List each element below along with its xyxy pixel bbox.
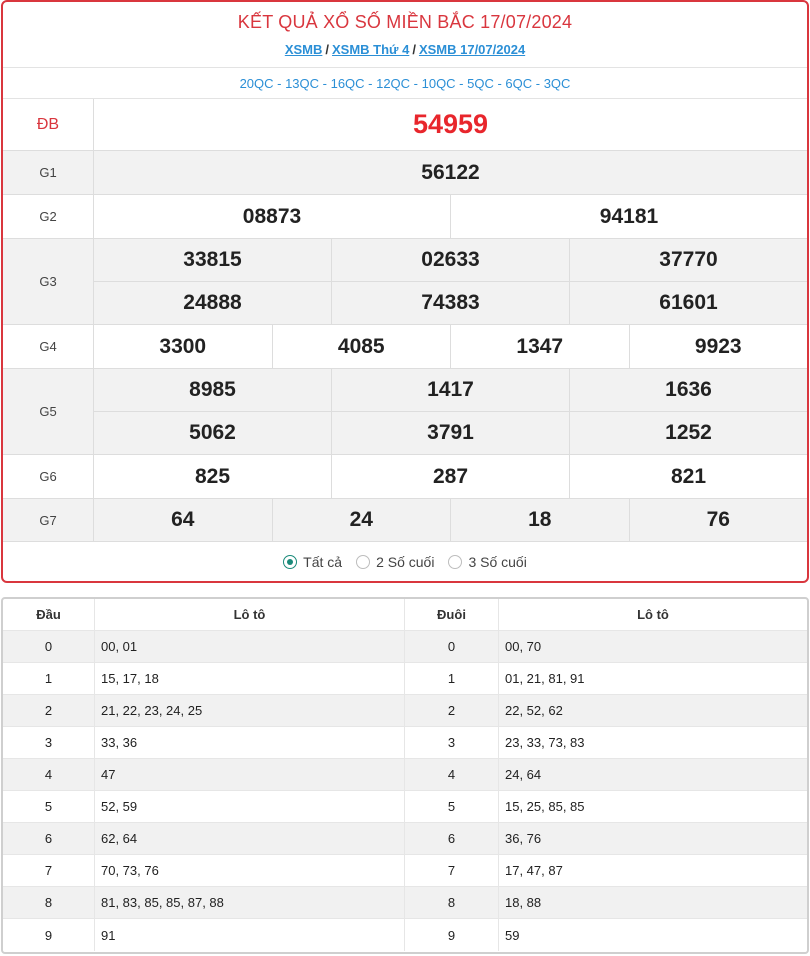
table-row	[3, 695, 807, 727]
table-row	[3, 759, 807, 791]
prize-label: G2	[3, 195, 94, 238]
duoi-loto-cell: 23, 33, 73, 83	[505, 735, 585, 750]
dau-cell: 8	[3, 887, 95, 918]
table-row	[3, 887, 807, 919]
prize-number: 08873	[242, 204, 302, 228]
duoi-loto-cell: 01, 21, 81, 91	[505, 671, 585, 686]
dau-loto-cell: 81, 83, 85, 85, 87, 88	[95, 887, 405, 918]
dau-cell: 1	[3, 663, 95, 694]
duoi-cell: 7	[405, 855, 499, 886]
table-row	[3, 791, 807, 823]
digit-filter	[3, 542, 807, 582]
dau-loto-cell: 21, 22, 23, 24, 25	[95, 695, 405, 726]
duoi-loto-cell: 22, 52, 62	[505, 703, 563, 718]
dau-cell: 2	[3, 695, 95, 726]
prize-number: 1347	[450, 325, 629, 368]
column-header-loto: Lô tô	[95, 599, 405, 630]
prize-number: 64	[171, 508, 195, 531]
breadcrumb	[3, 42, 807, 57]
breadcrumb-xsmb-link[interactable]: XSMB	[284, 42, 323, 57]
column-header-dau: Đầu	[3, 599, 95, 630]
prize-number: 37770	[569, 239, 807, 281]
page-title: KẾT QUẢ XỔ SỐ MIỀN BẮC 17/07/2024	[237, 12, 573, 32]
prize-number: 9923	[629, 325, 808, 368]
prize-row-g7	[3, 499, 807, 542]
breadcrumb-separator: /	[325, 42, 329, 57]
breadcrumb-date-link[interactable]: XSMB 17/07/2024	[418, 42, 526, 57]
duoi-loto-cell: 00, 70	[505, 639, 542, 654]
loto-table	[1, 597, 809, 954]
filter-last-2-radio[interactable]	[356, 554, 434, 570]
prize-number: 8985	[189, 378, 236, 401]
prize-row-db	[3, 99, 807, 151]
prize-row-g1	[3, 151, 807, 195]
table-row	[3, 855, 807, 887]
prize-row-g6	[3, 455, 807, 499]
duoi-cell: 9	[405, 919, 499, 951]
table-row	[3, 727, 807, 759]
special-prize-number: 54959	[412, 109, 489, 139]
dau-cell: 0	[3, 631, 95, 662]
prize-number: 821	[569, 455, 807, 498]
loto-header-row	[3, 599, 807, 631]
prize-number: 5062	[189, 421, 236, 444]
dau-cell: 6	[3, 823, 95, 854]
prize-label: G4	[3, 325, 94, 368]
duoi-loto-cell: 17, 47, 87	[505, 863, 563, 878]
duoi-cell: 2	[405, 695, 499, 726]
duoi-loto-cell: 59	[505, 927, 520, 943]
table-row	[3, 631, 807, 663]
prize-label: G1	[3, 151, 94, 194]
prize-row-g2	[3, 195, 807, 239]
prize-number: 94181	[450, 195, 807, 238]
table-row	[3, 823, 807, 855]
prize-row-g3	[3, 239, 807, 325]
column-header-loto: Lô tô	[637, 607, 669, 622]
filter-all-radio[interactable]	[283, 554, 342, 570]
dau-loto-cell: 00, 01	[95, 631, 405, 662]
results-card	[1, 0, 809, 583]
dau-loto-cell: 33, 36	[95, 727, 405, 758]
duoi-loto-cell: 15, 25, 85, 85	[505, 799, 585, 814]
filter-label: 2 Số cuối	[376, 554, 435, 570]
duoi-loto-cell: 18, 88	[505, 895, 542, 910]
dau-cell: 7	[3, 855, 95, 886]
prize-label: G3	[3, 239, 94, 324]
prize-number: 4085	[272, 325, 451, 368]
duoi-cell: 5	[405, 791, 499, 822]
prize-label: G6	[3, 455, 94, 498]
prize-number: 18	[450, 499, 629, 541]
duoi-loto-cell: 24, 64	[505, 767, 542, 782]
radio-selected-icon[interactable]	[283, 555, 297, 569]
duoi-cell: 0	[405, 631, 499, 662]
filter-last-3-radio[interactable]	[448, 554, 526, 570]
prize-label: G7	[3, 499, 94, 541]
prize-number: 56122	[421, 160, 480, 184]
dau-loto-cell: 52, 59	[95, 791, 405, 822]
results-header	[3, 2, 807, 68]
filter-label: 3 Số cuối	[468, 554, 527, 570]
dau-loto-cell: 70, 73, 76	[95, 855, 405, 886]
dau-cell: 9	[3, 919, 95, 951]
prize-number: 287	[331, 455, 569, 498]
breadcrumb-separator: /	[412, 42, 416, 57]
radio-empty-icon[interactable]	[448, 555, 462, 569]
breadcrumb-weekday-link[interactable]: XSMB Thứ 4	[332, 42, 410, 57]
prize-number: 24888	[183, 291, 242, 314]
prize-number: 3300	[159, 334, 207, 358]
table-row	[3, 919, 807, 951]
duoi-cell: 8	[405, 887, 499, 918]
duoi-cell: 1	[405, 663, 499, 694]
duoi-cell: 3	[405, 727, 499, 758]
table-row	[3, 663, 807, 695]
prize-number: 33815	[183, 248, 242, 271]
prize-number: 24	[272, 499, 451, 541]
prize-row-g4	[3, 325, 807, 369]
dau-loto-cell: 91	[95, 919, 405, 951]
prize-number: 61601	[569, 282, 807, 324]
prize-label: G5	[3, 369, 94, 454]
prize-number: 1636	[569, 369, 807, 411]
dau-cell: 5	[3, 791, 95, 822]
radio-empty-icon[interactable]	[356, 555, 370, 569]
dau-loto-cell: 47	[95, 759, 405, 790]
prize-label: ĐB	[3, 99, 94, 150]
dau-cell: 3	[3, 727, 95, 758]
prize-number: 1252	[569, 412, 807, 454]
duoi-cell: 6	[405, 823, 499, 854]
dau-cell: 4	[3, 759, 95, 790]
prize-number: 02633	[331, 239, 569, 281]
duoi-loto-cell: 36, 76	[505, 831, 542, 846]
dau-loto-cell: 62, 64	[95, 823, 405, 854]
filter-label: Tất cả	[303, 554, 343, 570]
column-header-duoi: Đuôi	[405, 599, 499, 630]
prize-number: 825	[194, 464, 231, 488]
prize-number: 76	[629, 499, 808, 541]
duoi-cell: 4	[405, 759, 499, 790]
prize-number: 74383	[331, 282, 569, 324]
prize-row-g5	[3, 369, 807, 455]
prize-number: 3791	[331, 412, 569, 454]
draw-codes: 20QC - 13QC - 16QC - 12QC - 10QC - 5QC - 6QC - 3QC	[3, 68, 807, 99]
dau-loto-cell: 15, 17, 18	[95, 663, 405, 694]
prize-number: 1417	[331, 369, 569, 411]
